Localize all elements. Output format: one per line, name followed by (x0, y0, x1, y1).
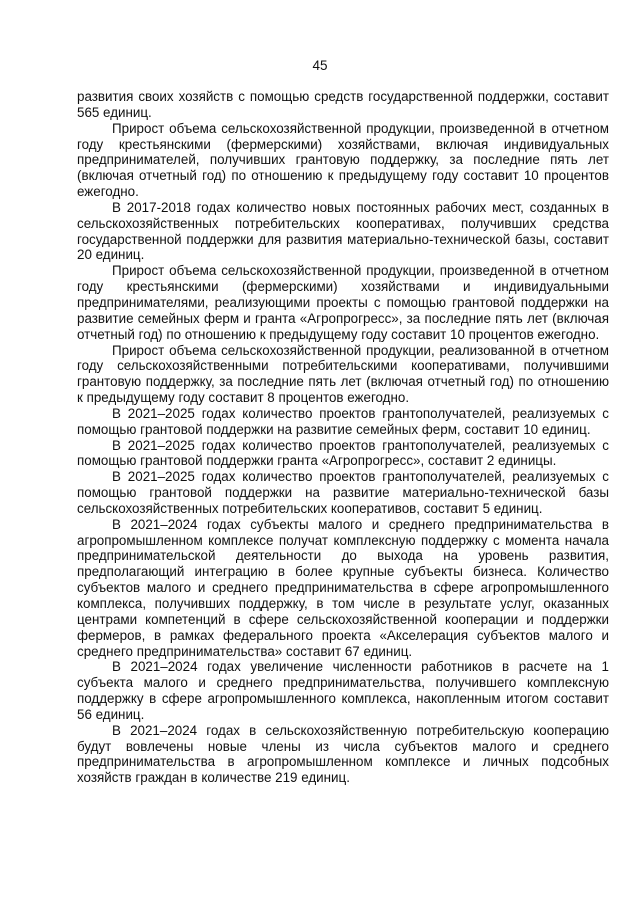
paragraph-farm-output-growth: Прирост объема сельскохозяйственной продукции, произведенной в отчетном году крестьянскими (фермерскими) хозяйствами, включая индивидуальных предпринимателей, получивших грантовую поддержку, за последние пять лет (включая отчетный год) по отношению к предыдущему году составит 10 процентов ежегодно. (77, 120, 609, 200)
page-number: 45 (312, 58, 328, 73)
document-body (77, 89, 609, 786)
paragraph-sme-employees: В 2021–2024 годах увеличение численности работников в расчете на 1 субъекта малого и среднего предпринимательства, получившего комплексную поддержку в сфере агропромышленного комплекса, накопленным итогом составит 56 единиц. (77, 659, 609, 722)
paragraph-cooperatives-output: Прирост объема сельскохозяйственной продукции, реализованной в отчетном году сельскохозяйственными потребительскими кооперативами, получившими грантовую поддержку, за последние пять лет (включая отчетный год) по отношению к предыдущему году составит 8 процентов ежегодно. (77, 342, 609, 406)
paragraph-sme-support: В 2021–2024 годах субъекты малого и среднего предпринимательства в агропромышленном комплексе получат комплексную поддержку с момента начала предпринимательской деятельности до выхода на уровень развития, предполагающий интеграцию в более крупные субъекты бизнеса. Количество субъектов малого и среднего предпринимательства в сфере агропромышленного комплекса, получивших поддержку, в том числе в результате услуг, оказанных центрами компетенций в сфере сельскохозяйственной кооперации и поддержки фермеров, в рамках федерального проекта «Акселерация субъектов малого и среднего предпринимательства» составит 67 единиц. (77, 516, 609, 659)
paragraph-family-farms-projects: В 2021–2025 годах количество проектов грантополучателей, реализуемых с помощью грантовой поддержки на развитие семейных ферм, составит 10 единиц. (77, 405, 609, 437)
paragraph-cooperation-members: В 2021–2024 годах в сельскохозяйственную потребительскую кооперацию будут вовлечены новые члены из числа субъектов малого и среднего предпринимательства в агропромышленном комплексе и личных подсобных хозяйств граждан в количестве 219 единиц. (77, 722, 609, 786)
paragraph-cooperative-base-projects: В 2021–2025 годах количество проектов грантополучателей, реализуемых с помощью грантовой поддержки на развитие материально-технической базы сельскохозяйственных потребительских кооперативов, составит 5 единиц. (77, 469, 609, 516)
paragraph-agroprogress-projects: В 2021–2025 годах количество проектов грантополучателей, реализуемых с помощью грантовой поддержки гранта «Агропрогресс», составит 2 единицы. (77, 437, 609, 469)
paragraph-continuation: развития своих хозяйств с помощью средств государственной поддержки, составит 565 единиц. (77, 89, 609, 120)
paragraph-new-jobs: В 2017-2018 годах количество новых постоянных рабочих мест, созданных в сельскохозяйственных потребительских кооперативах, получивших средства государственной поддержки для развития материально-технической базы, составит 20 единиц. (77, 199, 609, 263)
paragraph-family-farms-output: Прирост объема сельскохозяйственной продукции, произведенной в отчетном году крестьянскими (фермерскими) хозяйствами и индивидуальными предпринимателями, реализующими проекты с помощью грантовой поддержки на развитие семейных ферм и гранта «Агропрогресс», за последние пять лет (включая отчетный год) по отношению к предыдущему году составит 10 процентов ежегодно. (77, 263, 609, 342)
